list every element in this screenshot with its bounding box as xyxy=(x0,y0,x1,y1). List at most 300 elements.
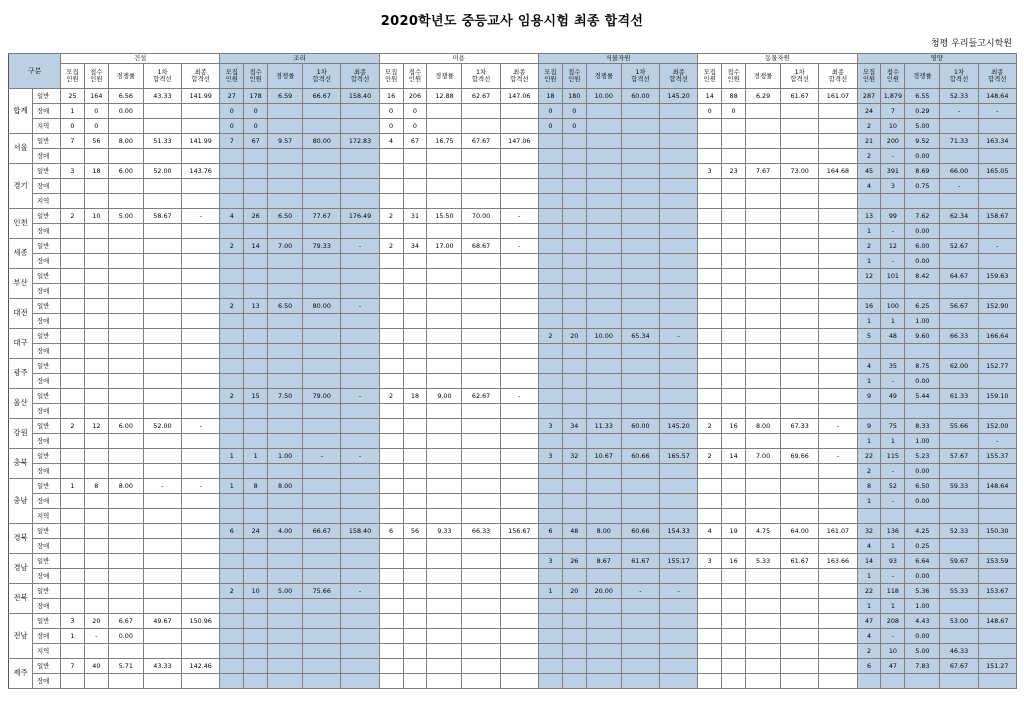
data-cell xyxy=(940,464,978,479)
data-cell: 2 xyxy=(857,119,881,134)
data-cell xyxy=(722,209,746,224)
data-cell xyxy=(586,569,621,584)
data-cell xyxy=(143,104,181,119)
data-cell xyxy=(698,329,722,344)
data-cell: 61.67 xyxy=(621,554,659,569)
data-cell xyxy=(819,284,857,299)
data-cell xyxy=(621,224,659,239)
data-cell: 9 xyxy=(857,419,881,434)
data-cell xyxy=(819,599,857,614)
data-cell: 61.67 xyxy=(781,554,819,569)
sub-header: 모집 인원 xyxy=(61,64,85,89)
data-cell: 115 xyxy=(881,449,905,464)
data-cell xyxy=(500,149,538,164)
data-cell xyxy=(940,494,978,509)
row-kind-label: 장애 xyxy=(33,179,61,194)
table-row xyxy=(9,389,1017,404)
data-cell xyxy=(586,614,621,629)
data-cell xyxy=(403,554,427,569)
data-cell xyxy=(341,224,379,239)
data-cell: - xyxy=(341,239,379,254)
data-cell xyxy=(940,434,978,449)
data-cell xyxy=(940,404,978,419)
data-cell: 5.00 xyxy=(268,584,303,599)
data-cell xyxy=(698,494,722,509)
data-cell xyxy=(978,569,1016,584)
data-cell xyxy=(746,614,781,629)
group-header-row xyxy=(9,54,1017,64)
data-cell xyxy=(462,569,500,584)
data-cell xyxy=(781,464,819,479)
data-cell xyxy=(586,644,621,659)
data-cell xyxy=(427,569,462,584)
data-cell xyxy=(819,104,857,119)
data-cell xyxy=(500,404,538,419)
data-cell xyxy=(379,269,403,284)
sub-header: 최종 합격선 xyxy=(660,64,698,89)
data-cell xyxy=(182,509,220,524)
data-cell: 0 xyxy=(84,104,108,119)
data-cell: 0 xyxy=(722,104,746,119)
data-cell: - xyxy=(84,629,108,644)
row-kind-label: 일반 xyxy=(33,299,61,314)
data-cell: 178 xyxy=(244,89,268,104)
data-cell xyxy=(722,239,746,254)
data-cell xyxy=(220,434,244,449)
cutoff-table xyxy=(8,53,1017,689)
table-row xyxy=(9,329,1017,344)
data-cell xyxy=(586,284,621,299)
sub-header: 최종 합격선 xyxy=(500,64,538,89)
data-cell xyxy=(722,329,746,344)
table-row xyxy=(9,629,1017,644)
data-cell: 158.67 xyxy=(978,209,1016,224)
data-cell: 2 xyxy=(698,449,722,464)
data-cell xyxy=(621,269,659,284)
data-cell xyxy=(268,599,303,614)
data-cell xyxy=(500,479,538,494)
data-cell xyxy=(303,614,341,629)
data-cell xyxy=(427,449,462,464)
data-cell xyxy=(61,524,85,539)
data-cell xyxy=(857,344,881,359)
data-cell xyxy=(746,629,781,644)
data-cell xyxy=(341,119,379,134)
data-cell: 16 xyxy=(722,419,746,434)
row-kind-label: 일반 xyxy=(33,269,61,284)
data-cell xyxy=(143,599,181,614)
data-cell: 58.67 xyxy=(143,209,181,224)
data-cell xyxy=(427,599,462,614)
data-cell: - xyxy=(660,584,698,599)
data-cell xyxy=(746,179,781,194)
data-cell xyxy=(143,404,181,419)
sub-header: 접수 인원 xyxy=(244,64,268,89)
data-cell xyxy=(61,389,85,404)
organization-label: 청평 우리들고시학원 xyxy=(930,39,1012,49)
data-cell xyxy=(500,449,538,464)
data-cell xyxy=(940,344,978,359)
data-cell: 18 xyxy=(538,89,562,104)
data-cell: 62.00 xyxy=(940,359,978,374)
data-cell: 8.00 xyxy=(268,479,303,494)
table-row xyxy=(9,284,1017,299)
data-cell: 1 xyxy=(61,104,85,119)
data-cell xyxy=(220,644,244,659)
data-cell xyxy=(268,434,303,449)
data-cell xyxy=(819,209,857,224)
data-cell xyxy=(462,554,500,569)
data-cell xyxy=(462,539,500,554)
data-cell: 70.00 xyxy=(462,209,500,224)
data-cell xyxy=(621,479,659,494)
data-cell: 66.67 xyxy=(303,89,341,104)
data-cell xyxy=(905,194,940,209)
data-cell: 2 xyxy=(379,209,403,224)
data-cell xyxy=(143,284,181,299)
data-cell: 176.49 xyxy=(341,209,379,224)
data-cell xyxy=(341,629,379,644)
data-cell xyxy=(538,659,562,674)
data-cell xyxy=(268,464,303,479)
data-cell xyxy=(562,389,586,404)
data-cell xyxy=(61,644,85,659)
data-cell xyxy=(746,119,781,134)
data-cell xyxy=(722,284,746,299)
data-cell: 12 xyxy=(881,239,905,254)
data-cell xyxy=(244,539,268,554)
data-cell xyxy=(586,359,621,374)
data-cell xyxy=(182,179,220,194)
table-row xyxy=(9,659,1017,674)
data-cell xyxy=(538,179,562,194)
data-cell xyxy=(268,509,303,524)
data-cell xyxy=(303,629,341,644)
data-cell xyxy=(379,374,403,389)
region-label: 경남 xyxy=(9,554,33,584)
data-cell xyxy=(781,374,819,389)
data-cell xyxy=(84,284,108,299)
data-cell: 14 xyxy=(698,89,722,104)
sub-header: 접수 인원 xyxy=(403,64,427,89)
data-cell xyxy=(84,344,108,359)
data-cell xyxy=(698,314,722,329)
table-row xyxy=(9,419,1017,434)
data-cell xyxy=(427,374,462,389)
data-cell xyxy=(427,479,462,494)
row-kind-label: 지역 xyxy=(33,644,61,659)
data-cell: 4 xyxy=(857,539,881,554)
sub-header: 모집 인원 xyxy=(379,64,403,89)
data-cell xyxy=(403,479,427,494)
data-cell xyxy=(819,239,857,254)
data-cell xyxy=(379,494,403,509)
table-row xyxy=(9,644,1017,659)
data-cell xyxy=(621,254,659,269)
data-cell xyxy=(940,224,978,239)
data-cell xyxy=(244,269,268,284)
region-label: 인천 xyxy=(9,209,33,239)
data-cell: 19 xyxy=(722,524,746,539)
data-cell: 7 xyxy=(220,134,244,149)
data-cell: 0 xyxy=(562,104,586,119)
data-cell xyxy=(108,329,143,344)
data-cell xyxy=(220,509,244,524)
data-cell xyxy=(660,179,698,194)
data-cell xyxy=(562,149,586,164)
data-cell: 5 xyxy=(857,329,881,344)
data-cell xyxy=(403,644,427,659)
data-cell: - xyxy=(819,449,857,464)
data-cell xyxy=(621,404,659,419)
data-cell: 180 xyxy=(562,89,586,104)
data-cell xyxy=(586,389,621,404)
data-cell: 34 xyxy=(562,419,586,434)
data-cell xyxy=(781,314,819,329)
data-cell: - xyxy=(341,389,379,404)
data-cell xyxy=(698,404,722,419)
data-cell xyxy=(143,644,181,659)
data-cell: 17.00 xyxy=(427,239,462,254)
data-cell: 60.66 xyxy=(621,524,659,539)
region-label: 세종 xyxy=(9,239,33,269)
data-cell xyxy=(621,284,659,299)
data-cell xyxy=(268,359,303,374)
data-cell xyxy=(303,434,341,449)
data-cell xyxy=(182,644,220,659)
data-cell xyxy=(84,404,108,419)
data-cell xyxy=(746,224,781,239)
data-cell: 16 xyxy=(379,89,403,104)
table-row xyxy=(9,239,1017,254)
data-cell xyxy=(722,599,746,614)
data-cell: 61.67 xyxy=(781,89,819,104)
data-cell xyxy=(881,509,905,524)
data-cell xyxy=(341,164,379,179)
row-kind-label: 일반 xyxy=(33,584,61,599)
data-cell: 6.56 xyxy=(108,89,143,104)
data-cell xyxy=(143,464,181,479)
data-cell: 27 xyxy=(220,89,244,104)
data-cell: - xyxy=(978,239,1016,254)
data-cell xyxy=(500,269,538,284)
data-cell xyxy=(500,344,538,359)
data-cell xyxy=(781,104,819,119)
data-cell xyxy=(940,254,978,269)
data-cell: 6.67 xyxy=(108,614,143,629)
data-cell xyxy=(427,149,462,164)
data-cell xyxy=(108,314,143,329)
data-cell xyxy=(819,509,857,524)
data-cell: 148.64 xyxy=(978,479,1016,494)
data-cell xyxy=(462,269,500,284)
data-cell xyxy=(143,269,181,284)
sub-header: 1차 합격선 xyxy=(462,64,500,89)
data-cell xyxy=(61,284,85,299)
data-cell xyxy=(978,464,1016,479)
data-cell xyxy=(462,599,500,614)
data-cell xyxy=(621,614,659,629)
data-cell xyxy=(538,134,562,149)
data-cell xyxy=(940,599,978,614)
data-cell: 147.06 xyxy=(500,89,538,104)
data-cell xyxy=(586,479,621,494)
data-cell xyxy=(303,164,341,179)
data-cell xyxy=(819,374,857,389)
data-cell: 53.00 xyxy=(940,614,978,629)
data-cell xyxy=(108,149,143,164)
data-cell: 3 xyxy=(538,449,562,464)
data-cell: - xyxy=(881,629,905,644)
data-cell xyxy=(182,464,220,479)
data-cell xyxy=(781,644,819,659)
data-cell xyxy=(143,494,181,509)
row-kind-label: 장애 xyxy=(33,224,61,239)
table-row xyxy=(9,404,1017,419)
data-cell xyxy=(462,449,500,464)
region-label: 강원 xyxy=(9,419,33,449)
data-cell xyxy=(538,194,562,209)
data-cell: 1 xyxy=(244,449,268,464)
data-cell xyxy=(462,479,500,494)
data-cell xyxy=(427,614,462,629)
data-cell xyxy=(244,254,268,269)
data-cell xyxy=(303,254,341,269)
data-cell xyxy=(698,299,722,314)
data-cell xyxy=(84,149,108,164)
data-cell: - xyxy=(881,224,905,239)
data-cell xyxy=(244,464,268,479)
data-cell xyxy=(303,344,341,359)
data-cell xyxy=(698,224,722,239)
data-cell xyxy=(403,449,427,464)
data-cell: 9.52 xyxy=(905,134,940,149)
data-cell xyxy=(538,674,562,689)
data-cell: 156.67 xyxy=(500,524,538,539)
data-cell: 52 xyxy=(881,479,905,494)
data-cell xyxy=(427,404,462,419)
data-cell xyxy=(427,434,462,449)
data-cell xyxy=(379,314,403,329)
data-cell: 4 xyxy=(220,209,244,224)
data-cell xyxy=(660,284,698,299)
data-cell xyxy=(586,179,621,194)
data-cell: 14 xyxy=(722,449,746,464)
data-cell: 200 xyxy=(881,134,905,149)
data-cell xyxy=(698,434,722,449)
data-cell xyxy=(403,434,427,449)
data-cell xyxy=(84,179,108,194)
data-cell xyxy=(500,464,538,479)
data-cell: 2 xyxy=(698,419,722,434)
data-cell xyxy=(978,404,1016,419)
data-cell xyxy=(108,404,143,419)
data-cell xyxy=(660,359,698,374)
data-cell xyxy=(698,359,722,374)
data-cell xyxy=(427,494,462,509)
data-cell xyxy=(379,554,403,569)
data-cell: 3 xyxy=(698,164,722,179)
group-header: 건설 xyxy=(61,54,220,64)
data-cell: 0 xyxy=(379,119,403,134)
data-cell: 5.44 xyxy=(905,389,940,404)
group-header: 영양 xyxy=(857,54,1016,64)
data-cell xyxy=(746,584,781,599)
data-cell xyxy=(722,644,746,659)
data-cell xyxy=(819,494,857,509)
data-cell xyxy=(379,149,403,164)
data-cell xyxy=(781,674,819,689)
data-cell xyxy=(143,314,181,329)
data-cell xyxy=(341,284,379,299)
data-cell xyxy=(940,374,978,389)
data-cell xyxy=(403,224,427,239)
data-cell: 0 xyxy=(84,119,108,134)
data-cell: 67.67 xyxy=(940,659,978,674)
data-cell xyxy=(881,344,905,359)
data-cell: - xyxy=(182,209,220,224)
data-cell xyxy=(303,374,341,389)
data-cell xyxy=(303,674,341,689)
data-cell xyxy=(586,164,621,179)
data-cell xyxy=(108,449,143,464)
data-cell xyxy=(621,494,659,509)
data-cell xyxy=(722,509,746,524)
row-kind-label: 장애 xyxy=(33,569,61,584)
data-cell xyxy=(182,269,220,284)
row-kind-label: 일반 xyxy=(33,359,61,374)
data-cell: 206 xyxy=(403,89,427,104)
data-cell xyxy=(746,389,781,404)
data-cell: 4 xyxy=(698,524,722,539)
data-cell: 24 xyxy=(857,104,881,119)
data-cell xyxy=(819,659,857,674)
region-label: 전북 xyxy=(9,584,33,614)
data-cell xyxy=(819,539,857,554)
data-cell xyxy=(108,509,143,524)
data-cell xyxy=(244,404,268,419)
data-cell: 148.64 xyxy=(978,89,1016,104)
data-cell xyxy=(500,584,538,599)
data-cell: 10.00 xyxy=(586,89,621,104)
data-cell xyxy=(621,539,659,554)
data-cell xyxy=(427,104,462,119)
data-cell xyxy=(500,164,538,179)
data-cell xyxy=(538,299,562,314)
data-cell xyxy=(722,254,746,269)
data-cell xyxy=(341,404,379,419)
data-cell xyxy=(427,644,462,659)
data-cell xyxy=(303,494,341,509)
data-cell xyxy=(61,329,85,344)
data-cell xyxy=(722,494,746,509)
data-cell: 59.67 xyxy=(940,554,978,569)
data-cell: 391 xyxy=(881,164,905,179)
data-cell xyxy=(341,479,379,494)
data-cell xyxy=(244,599,268,614)
data-cell xyxy=(722,314,746,329)
data-cell xyxy=(538,539,562,554)
data-cell xyxy=(379,659,403,674)
data-cell: 12 xyxy=(857,269,881,284)
data-cell: 161.07 xyxy=(819,524,857,539)
data-cell: 1 xyxy=(220,479,244,494)
data-cell xyxy=(303,314,341,329)
region-label: 광주 xyxy=(9,359,33,389)
data-cell xyxy=(268,554,303,569)
data-cell: 2 xyxy=(538,329,562,344)
data-cell xyxy=(182,314,220,329)
